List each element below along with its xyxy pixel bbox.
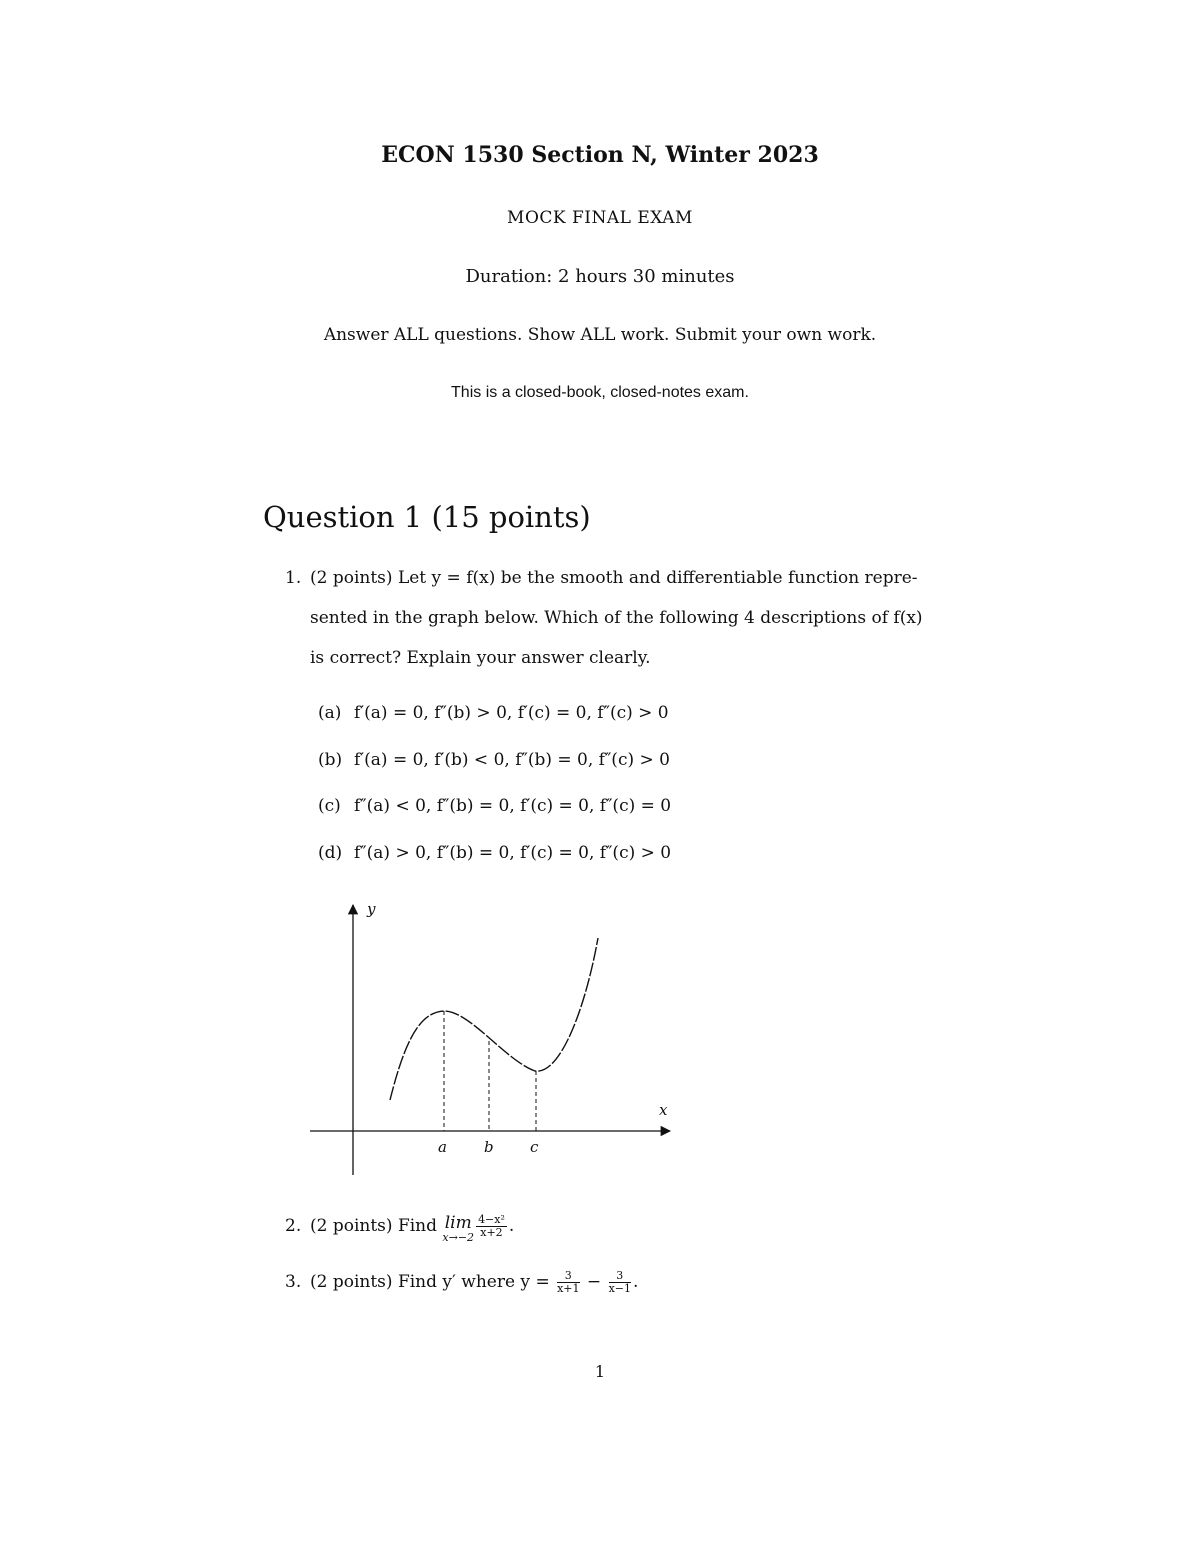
q3-denominator-2: x−1 — [608, 1282, 631, 1295]
option-label: (d) — [318, 843, 343, 863]
q3-fraction-2 — [609, 1270, 631, 1295]
point-label-b: b — [484, 1138, 494, 1156]
q3-minus: − — [586, 1272, 602, 1292]
q3-fraction-1 — [557, 1270, 579, 1295]
q2-fraction — [476, 1214, 507, 1239]
q3-denominator-1: x+1 — [557, 1282, 580, 1295]
q1-text-line1: (2 points) Let y = f(x) be the smooth and differentiable function repre- — [310, 568, 918, 588]
x-axis-label: x — [659, 1101, 668, 1119]
q3-prefix: (2 points) Find y′ where y = — [310, 1272, 550, 1292]
q3-line — [285, 1270, 638, 1295]
exam-title: MOCK FINAL EXAM — [507, 208, 693, 228]
option-label: (a) — [318, 703, 342, 723]
y-axis-label: y — [367, 900, 376, 918]
option-text: f″(a) < 0, f″(b) = 0, f′(c) = 0, f″(c) = 0 — [354, 796, 672, 816]
q3-suffix: . — [633, 1272, 639, 1292]
q2-prefix: (2 points) Find — [310, 1216, 438, 1236]
q2-suffix: . — [508, 1216, 515, 1236]
q2-numerator: 4−x² — [478, 1213, 505, 1226]
function-curve — [390, 938, 598, 1100]
option-label: (b) — [318, 750, 343, 770]
q2-line — [285, 1214, 514, 1244]
q1-text-line2: sented in the graph below. Which of the following 4 descriptions of f(x) — [310, 608, 923, 628]
exam-duration: Duration: 2 hours 30 minutes — [465, 266, 735, 287]
exam-instructions: Answer ALL questions. Show ALL work. Submit your own work. — [323, 325, 877, 345]
option-text: f″(a) > 0, f″(b) = 0, f′(c) = 0, f″(c) > 0 — [354, 843, 672, 863]
closed-book-note: This is a closed-book, closed-notes exam. — [451, 384, 749, 401]
point-label-c: c — [530, 1138, 539, 1156]
course-title: ECON 1530 Section N, Winter 2023 — [381, 142, 819, 168]
q1-number: 1. — [285, 568, 302, 588]
limit-word: lim — [444, 1213, 472, 1233]
q1-text-line3: is correct? Explain your answer clearly. — [310, 648, 651, 668]
limit-expression — [442, 1214, 474, 1244]
q3-number: 3. — [285, 1272, 302, 1292]
limit-under: x→−2 — [442, 1231, 475, 1244]
q3-numerator-1: 3 — [557, 1270, 579, 1283]
q2-number: 2. — [285, 1216, 302, 1236]
page-number: 1 — [594, 1362, 606, 1381]
question-heading: Question 1 (15 points) — [263, 500, 591, 534]
q3-numerator-2: 3 — [609, 1270, 631, 1283]
option-text: f′(a) = 0, f′(b) < 0, f″(b) = 0, f″(c) > 0 — [354, 750, 670, 770]
option-text: f′(a) = 0, f″(b) > 0, f′(c) = 0, f″(c) > 0 — [354, 703, 669, 723]
option-label: (c) — [318, 796, 341, 816]
point-label-a: a — [438, 1138, 447, 1156]
q2-denominator: x+2 — [480, 1226, 503, 1239]
